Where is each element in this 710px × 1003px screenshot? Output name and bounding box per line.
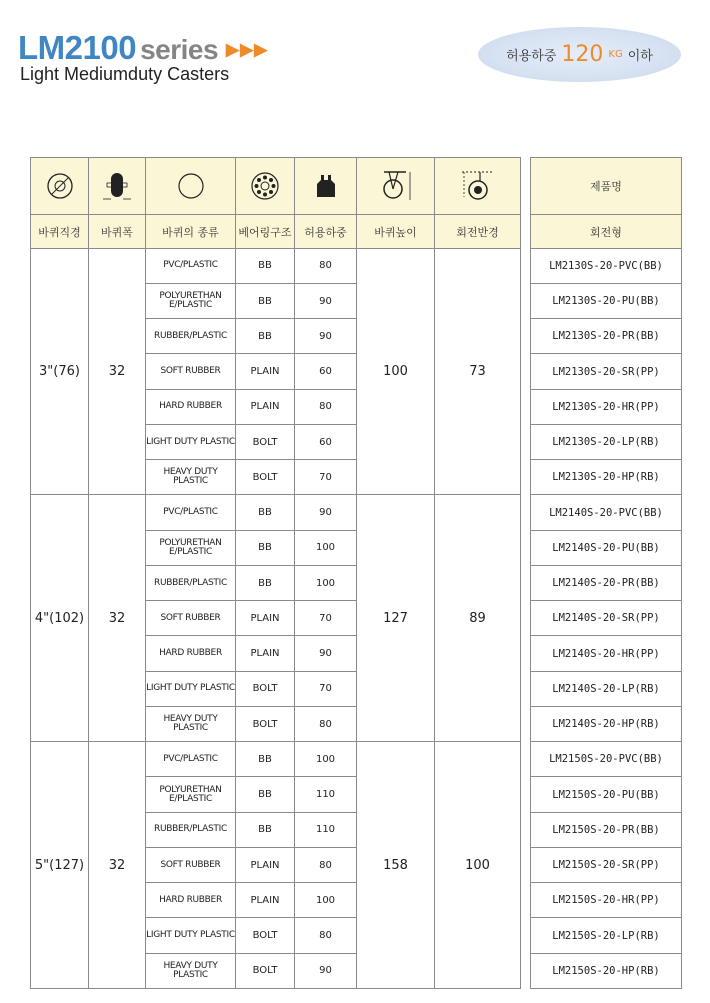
wheel-type-cell: SOFT RUBBER (146, 847, 236, 882)
load-badge-suffix: 이하 (627, 49, 653, 64)
product-model-cell: LM2130S-20-PU(BB) (531, 283, 682, 318)
table-row (31, 495, 682, 530)
product-model-cell: LM2150S-20-LP(RB) (531, 918, 682, 953)
load-cell: 100 (295, 530, 357, 565)
bearing-cell: BB (236, 565, 295, 600)
bearing-cell: PLAIN (236, 636, 295, 671)
load-cell: 70 (295, 601, 357, 636)
product-model-cell: LM2140S-20-HP(RB) (531, 706, 682, 741)
product-model-cell: LM2140S-20-HR(PP) (531, 636, 682, 671)
product-model-cell: LM2140S-20-LP(RB) (531, 671, 682, 706)
wheel-type-cell: RUBBER/PLASTIC (146, 319, 236, 354)
swivel-radius-icon (435, 158, 521, 215)
load-cell: 60 (295, 354, 357, 389)
product-model-cell: LM2140S-20-PVC(BB) (531, 495, 682, 530)
bearing-cell: BB (236, 495, 295, 530)
load-cell: 110 (295, 777, 357, 812)
bearing-cell: BOLT (236, 918, 295, 953)
product-model-cell: LM2150S-20-HP(RB) (531, 953, 682, 988)
bearing-cell: BOLT (236, 953, 295, 988)
product-model-cell: LM2130S-20-PVC(BB) (531, 248, 682, 283)
series-word: series (140, 34, 219, 65)
wheel-type-cell: HARD RUBBER (146, 636, 236, 671)
height-cell: 100 (357, 248, 435, 495)
product-model-cell: LM2140S-20-SR(PP) (531, 601, 682, 636)
diameter-cell: 3"(76) (31, 248, 89, 495)
load-cell: 90 (295, 495, 357, 530)
load-cell: 90 (295, 283, 357, 318)
bearing-cell: BB (236, 777, 295, 812)
bearing-icon (236, 158, 295, 215)
product-model-cell: LM2130S-20-HR(PP) (531, 389, 682, 424)
load-cell: 90 (295, 319, 357, 354)
wheel-type-cell: POLYURETHAN E/PLASTIC (146, 777, 236, 812)
load-cell: 70 (295, 671, 357, 706)
wheel-type-cell: HARD RUBBER (146, 883, 236, 918)
bearing-cell: PLAIN (236, 847, 295, 882)
wheel-type-header: 바퀴의 종류 (146, 215, 236, 248)
load-cell: 80 (295, 847, 357, 882)
wheel-type-cell: PVC/PLASTIC (146, 742, 236, 777)
wheel-type-cell: HEAVY DUTY PLASTIC (146, 460, 236, 495)
wheel-type-cell: HEAVY DUTY PLASTIC (146, 953, 236, 988)
diameter-cell: 4"(102) (31, 495, 89, 742)
bearing-cell: BB (236, 530, 295, 565)
product-model-cell: LM2140S-20-PR(BB) (531, 565, 682, 600)
product-model-cell: LM2150S-20-SR(PP) (531, 847, 682, 882)
product-model-cell: LM2130S-20-HP(RB) (531, 460, 682, 495)
width-cell: 32 (89, 495, 146, 742)
wheel-type-cell: HARD RUBBER (146, 389, 236, 424)
wheel-type-cell: PVC/PLASTIC (146, 248, 236, 283)
bearing-header: 베어링구조 (236, 215, 295, 248)
wheel-type-cell: LIGHT DUTY PLASTIC (146, 918, 236, 953)
wheel-type-cell: SOFT RUBBER (146, 601, 236, 636)
series-subtitle: Light Mediumduty Casters (20, 64, 230, 84)
table-row (31, 742, 682, 777)
arrow-icons: ▶▶▶ (226, 40, 269, 59)
bearing-cell: PLAIN (236, 883, 295, 918)
product-model-cell: LM2130S-20-PR(BB) (531, 319, 682, 354)
max-load-badge (478, 27, 681, 82)
load-badge-unit: KG (608, 49, 623, 60)
bearing-cell: BB (236, 742, 295, 777)
bearing-cell: PLAIN (236, 389, 295, 424)
series-title (18, 30, 268, 68)
radius-header: 회전반경 (435, 215, 521, 248)
load-cell: 100 (295, 883, 357, 918)
model-name: LM2100 (18, 29, 137, 66)
load-cell: 80 (295, 248, 357, 283)
width-header: 바퀴폭 (89, 215, 146, 248)
bearing-cell: BOLT (236, 706, 295, 741)
bearing-cell: BB (236, 283, 295, 318)
wheel-type-icon (146, 158, 236, 215)
wheel-type-cell: RUBBER/PLASTIC (146, 812, 236, 847)
bearing-cell: BOLT (236, 671, 295, 706)
product-model-cell: LM2150S-20-PU(BB) (531, 777, 682, 812)
bearing-cell: PLAIN (236, 354, 295, 389)
product-model-cell: LM2150S-20-PVC(BB) (531, 742, 682, 777)
load-cell: 110 (295, 812, 357, 847)
bearing-cell: PLAIN (236, 601, 295, 636)
load-cell: 90 (295, 953, 357, 988)
product-name-header: 제품명 (531, 158, 682, 215)
wheel-type-cell: PVC/PLASTIC (146, 495, 236, 530)
wheel-type-cell: LIGHT DUTY PLASTIC (146, 424, 236, 459)
bearing-cell: BOLT (236, 460, 295, 495)
width-cell: 32 (89, 742, 146, 989)
diameter-cell: 5"(127) (31, 742, 89, 989)
table-row (31, 248, 682, 283)
wheel-diameter-icon (31, 158, 89, 215)
wheel-type-cell: RUBBER/PLASTIC (146, 565, 236, 600)
load-badge-label: 허용하중 (506, 49, 557, 64)
radius-cell: 100 (435, 742, 521, 989)
height-header: 바퀴높이 (357, 215, 435, 248)
width-cell: 32 (89, 248, 146, 495)
product-model-cell: LM2140S-20-PU(BB) (531, 530, 682, 565)
load-header: 허용하중 (295, 215, 357, 248)
load-cell: 100 (295, 742, 357, 777)
wheel-type-cell: LIGHT DUTY PLASTIC (146, 671, 236, 706)
load-cell: 70 (295, 460, 357, 495)
spec-table (30, 157, 682, 989)
product-model-cell: LM2150S-20-PR(BB) (531, 812, 682, 847)
wheel-height-icon (357, 158, 435, 215)
height-cell: 127 (357, 495, 435, 742)
load-cell: 80 (295, 918, 357, 953)
bearing-cell: BB (236, 812, 295, 847)
radius-cell: 89 (435, 495, 521, 742)
wheel-type-cell: POLYURETHAN E/PLASTIC (146, 530, 236, 565)
load-cell: 60 (295, 424, 357, 459)
swivel-header: 회전형 (531, 215, 682, 248)
bearing-cell: BB (236, 319, 295, 354)
load-weight-icon (295, 158, 357, 215)
load-cell: 90 (295, 636, 357, 671)
load-cell: 100 (295, 565, 357, 600)
product-model-cell: LM2130S-20-LP(RB) (531, 424, 682, 459)
wheel-width-icon (89, 158, 146, 215)
wheel-type-cell: POLYURETHAN E/PLASTIC (146, 283, 236, 318)
product-model-cell: LM2130S-20-SR(PP) (531, 354, 682, 389)
bearing-cell: BOLT (236, 424, 295, 459)
height-cell: 158 (357, 742, 435, 989)
load-cell: 80 (295, 706, 357, 741)
bearing-cell: BB (236, 248, 295, 283)
product-model-cell: LM2150S-20-HR(PP) (531, 883, 682, 918)
load-badge-value: 120 (561, 42, 604, 67)
diameter-header: 바퀴직경 (31, 215, 89, 248)
radius-cell: 73 (435, 248, 521, 495)
wheel-type-cell: HEAVY DUTY PLASTIC (146, 706, 236, 741)
wheel-type-cell: SOFT RUBBER (146, 354, 236, 389)
load-cell: 80 (295, 389, 357, 424)
